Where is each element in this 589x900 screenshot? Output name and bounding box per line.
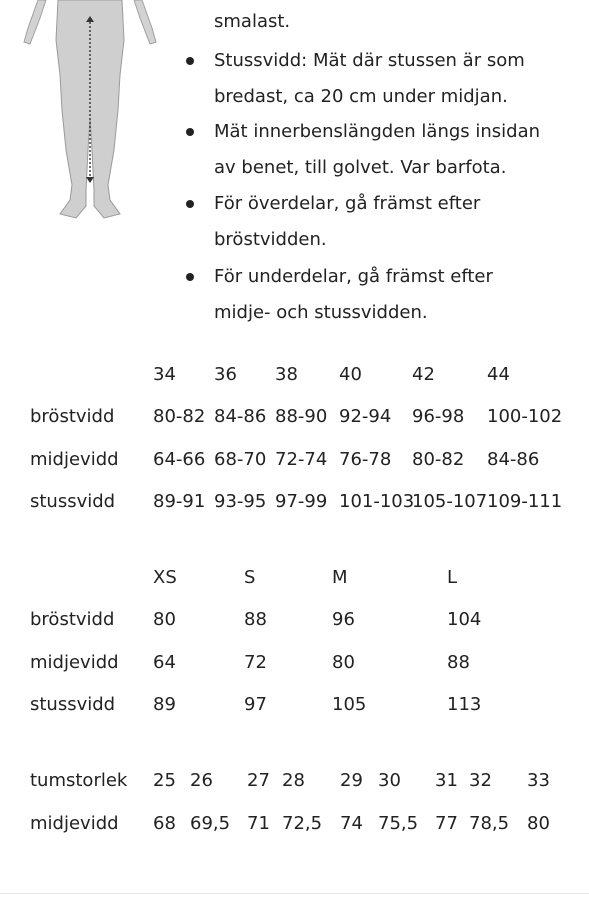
table-cell: 80-82 (412, 449, 465, 470)
tip-2-line-2: av benet, till golvet. Var barfota. (214, 157, 507, 178)
table-cell: 100-102 (487, 406, 563, 427)
row-label: midjevidd (30, 449, 119, 470)
arrow-down-icon (86, 177, 94, 183)
table-cell: 77 (435, 813, 458, 834)
table-cell: 78,5 (469, 813, 510, 834)
table-cell: 72-74 (275, 449, 328, 470)
table-cell: 101-103 (339, 491, 415, 512)
row-label: bröstvidd (30, 609, 115, 630)
table-cell: 96-98 (412, 406, 465, 427)
table-cell: 80 (527, 813, 550, 834)
table-cell: 105-107 (412, 491, 488, 512)
size-header-cell: 42 (412, 364, 435, 385)
row-label: stussvidd (30, 491, 116, 512)
table-cell: 32 (469, 770, 492, 791)
bullet-dot (186, 128, 194, 136)
table-cell: 68 (153, 813, 176, 834)
table-cell: 72 (244, 652, 267, 673)
table-cell: 92-94 (339, 406, 392, 427)
table-cell: 89 (153, 694, 176, 715)
table-cell: 64-66 (153, 449, 206, 470)
tip-1-line-1: Stussvidd: Mät där stussen är som (214, 50, 525, 71)
row-label: bröstvidd (30, 406, 115, 427)
tip-3-line-1: För överdelar, gå främst efter (214, 193, 481, 214)
table-cell: 27 (247, 770, 270, 791)
row-label: midjevidd (30, 813, 119, 834)
table-cell: 28 (282, 770, 305, 791)
bottom-divider (0, 893, 589, 894)
bullet-dot (186, 200, 194, 208)
table-cell: 64 (153, 652, 176, 673)
table-cell: 89-91 (153, 491, 206, 512)
tip-4-line-1: För underdelar, gå främst efter (214, 266, 493, 287)
size-header-cell: 36 (214, 364, 237, 385)
size-header-cell: 40 (339, 364, 362, 385)
body-measurement-figure (20, 0, 160, 225)
row-label: stussvidd (30, 694, 116, 715)
row-label: midjevidd (30, 652, 119, 673)
table-cell: 88 (447, 652, 470, 673)
table-cell: 88 (244, 609, 267, 630)
table-cell: 84-86 (214, 406, 267, 427)
size-header-cell: S (244, 567, 256, 588)
size-header-cell: 44 (487, 364, 510, 385)
table-cell: 76-78 (339, 449, 392, 470)
table-cell: 84-86 (487, 449, 540, 470)
table-cell: 31 (435, 770, 458, 791)
table-cell: 75,5 (378, 813, 419, 834)
table-cell: 71 (247, 813, 270, 834)
table-cell: 113 (447, 694, 482, 715)
tip-3-line-2: bröstvidden. (214, 229, 327, 250)
tip-2-line-1: Mät innerbenslängden längs insidan (214, 121, 541, 142)
table-cell: 97-99 (275, 491, 328, 512)
bullet-dot (186, 273, 194, 281)
size-header-cell: M (332, 567, 348, 588)
size-header-cell: 38 (275, 364, 298, 385)
table-cell: 29 (340, 770, 363, 791)
tip-4-line-2: midje- och stussvidden. (214, 302, 428, 323)
table-cell: 74 (340, 813, 363, 834)
table-cell: 105 (332, 694, 367, 715)
table-cell: 72,5 (282, 813, 323, 834)
table-cell: 33 (527, 770, 550, 791)
table-cell: 93-95 (214, 491, 267, 512)
table-cell: 80 (332, 652, 355, 673)
table-cell: 96 (332, 609, 355, 630)
table-cell: 69,5 (190, 813, 231, 834)
size-header-cell: XS (153, 567, 177, 588)
table-cell: 30 (378, 770, 401, 791)
table-cell: 80-82 (153, 406, 206, 427)
table-cell: 80 (153, 609, 176, 630)
table-cell: 104 (447, 609, 482, 630)
table-cell: 88-90 (275, 406, 328, 427)
table-cell: 68-70 (214, 449, 267, 470)
table-cell: 109-111 (487, 491, 563, 512)
size-header-cell: L (447, 567, 458, 588)
size-header-cell: 34 (153, 364, 176, 385)
tip-continuation: smalast. (214, 11, 291, 32)
row-label: tumstorlek (30, 770, 128, 791)
table-cell: 97 (244, 694, 267, 715)
tip-1-line-2: bredast, ca 20 cm under midjan. (214, 86, 508, 107)
table-cell: 26 (190, 770, 213, 791)
table-cell: 25 (153, 770, 176, 791)
bullet-dot (186, 57, 194, 65)
